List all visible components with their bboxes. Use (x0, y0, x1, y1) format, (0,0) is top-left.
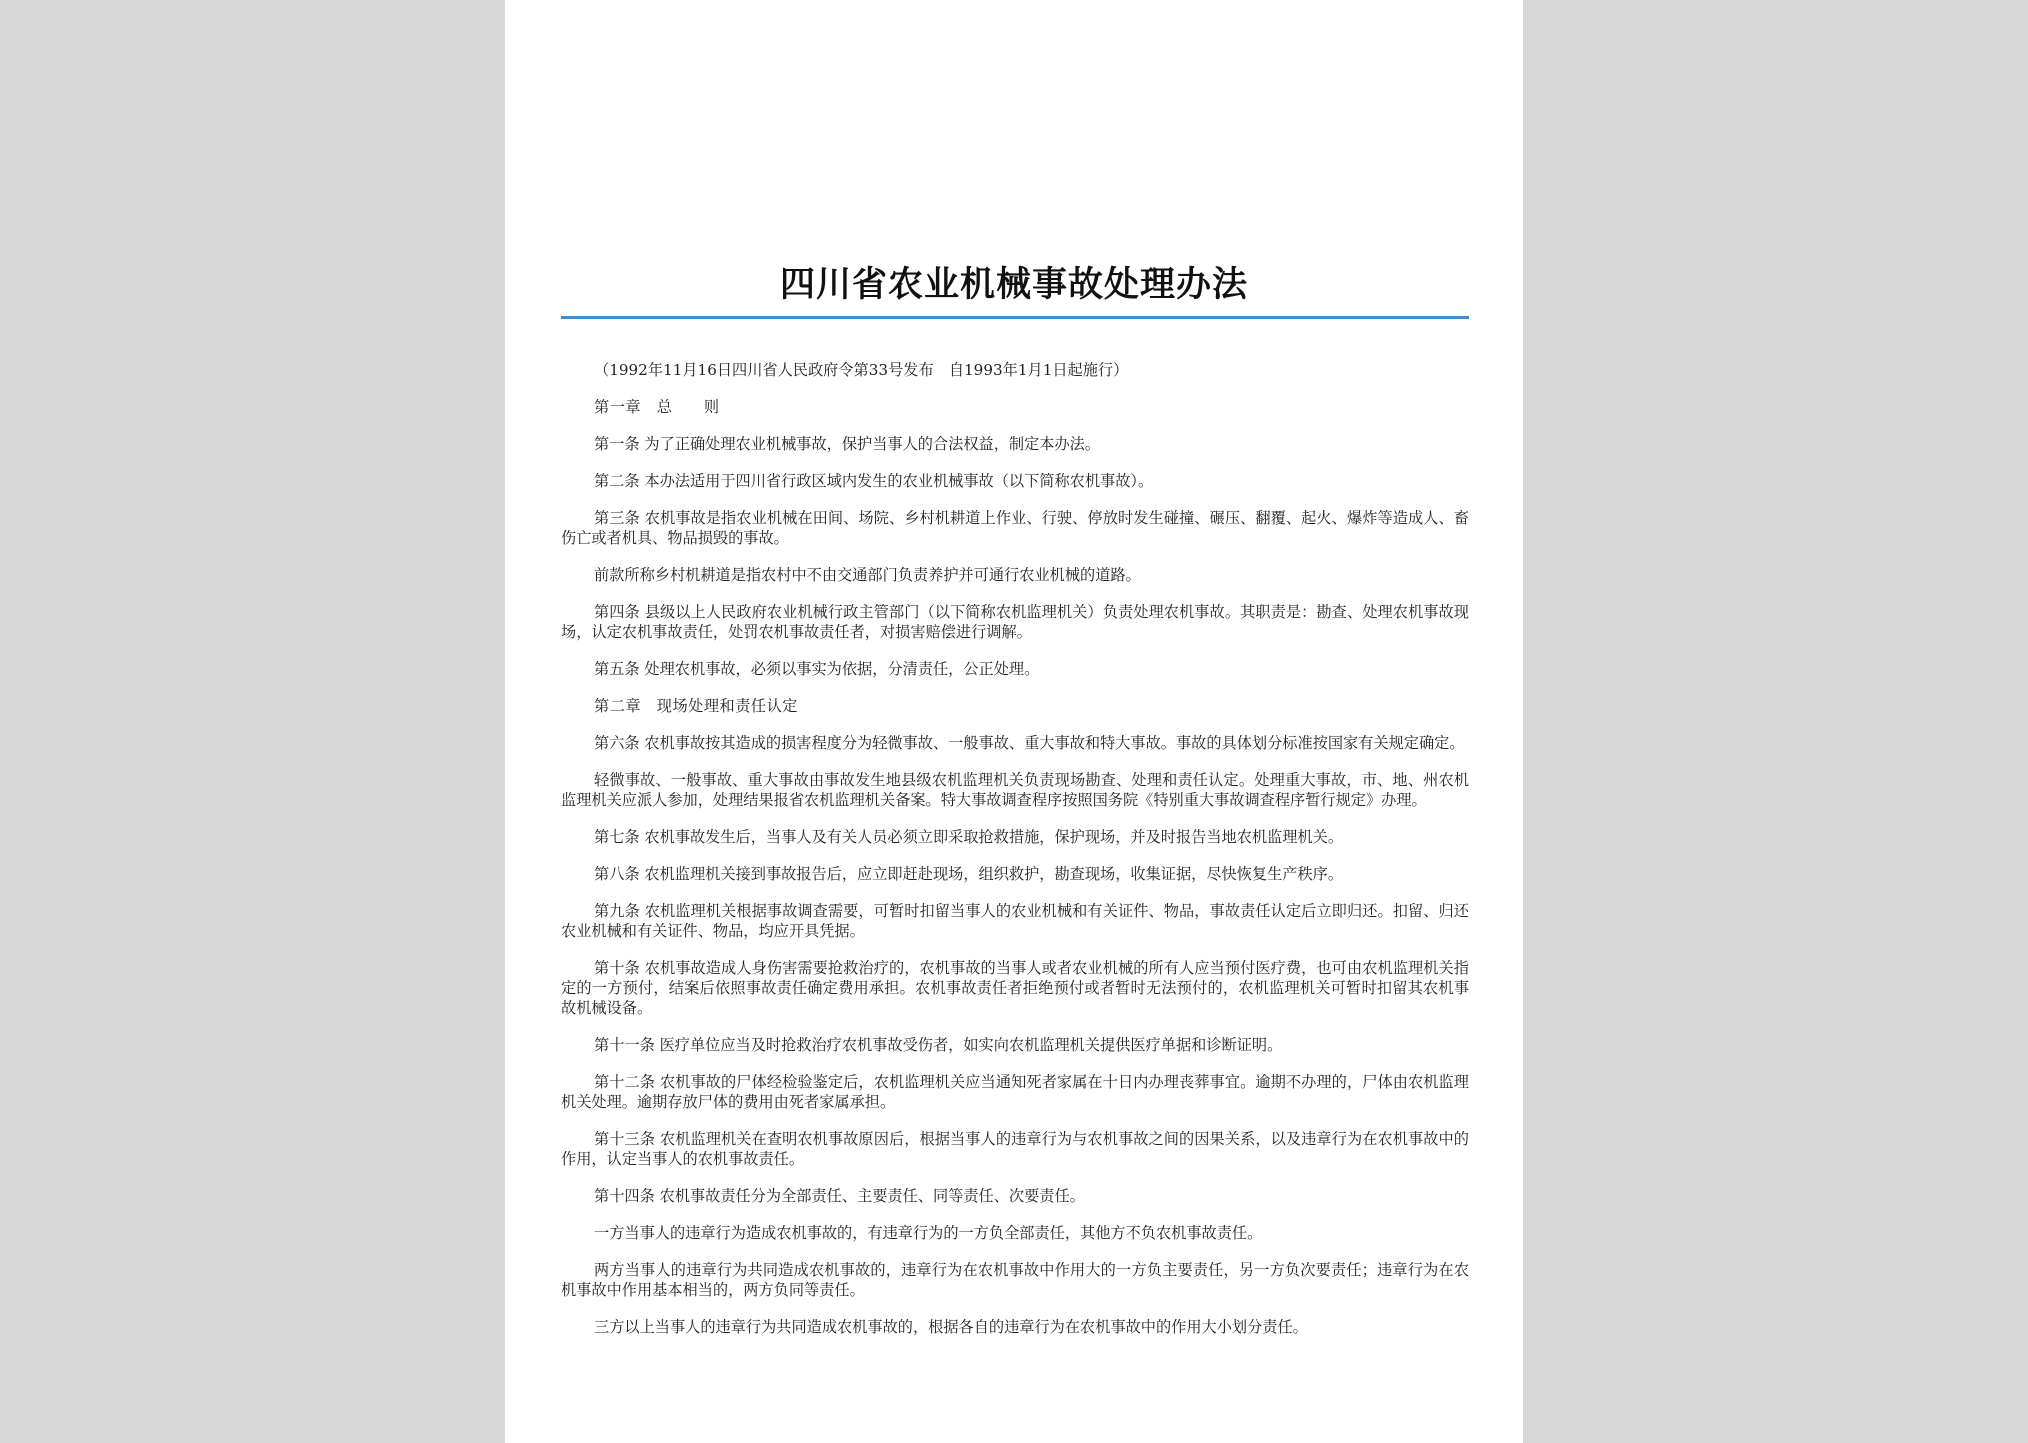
article-3-note: 前款所称乡村机耕道是指农村中不由交通部门负责养护并可通行农业机械的道路。 (594, 566, 1141, 584)
document-title: 四川省农业机械事故处理办法 (779, 264, 1248, 305)
article-2: 第二条 本办法适用于四川省行政区域内发生的农业机械事故（以下简称农机事故）。 (594, 472, 1154, 490)
article-8: 第八条 农机监理机关接到事故报告后，应立即赶赴现场，组织救护，勘查现场，收集证据，尽快恢复生产秩序。 (594, 865, 1344, 883)
article-6: 第六条 农机事故按其造成的损害程度分为轻微事故、一般事故、重大事故和特大事故。事故的具体划分标准按国家有关规定确定。 (594, 734, 1465, 752)
chapter-heading-1: 第一章 总 则 (594, 398, 720, 416)
article-13: 第十三条 农机监理机关在查明农机事故原因后，根据当事人的违章行为与农机事故之间的因果关系，以及违章行为在农机事故中的作用，认定当事人的农机事故责任。 (561, 1130, 1469, 1168)
title-divider (561, 316, 1469, 319)
article-14-clause-3: 三方以上当事人的违章行为共同造成农机事故的，根据各自的违章行为在农机事故中的作用大小划分责任。 (594, 1318, 1308, 1336)
article-5: 第五条 处理农机事故，必须以事实为依据，分清责任，公正处理。 (594, 660, 1040, 678)
article-7: 第七条 农机事故发生后，当事人及有关人员必须立即采取抢救措施，保护现场，并及时报告当地农机监理机关。 (594, 828, 1344, 846)
article-12: 第十二条 农机事故的尸体经检验鉴定后，农机监理机关应当通知死者家属在十日内办理丧葬事宜。逾期不办理的，尸体由农机监理机关处理。逾期存放尸体的费用由死者家属承担。 (561, 1073, 1469, 1111)
article-14-clause-2: 两方当事人的违章行为共同造成农机事故的，违章行为在农机事故中作用大的一方负主要责任，另一方负次要责任；违章行为在农机事故中作用基本相当的，两方负同等责任。 (561, 1261, 1469, 1299)
issuance-note: （1992年11月16日四川省人民政府令第33号发布 自1993年1月1日起施行） (594, 361, 1129, 379)
article-4: 第四条 县级以上人民政府农业机械行政主管部门（以下简称农机监理机关）负责处理农机事故。其职责是：勘查、处理农机事故现场，认定农机事故责任，处罚农机事故责任者，对损害赔偿进行调解。 (561, 603, 1469, 641)
article-14: 第十四条 农机事故责任分为全部责任、主要责任、同等责任、次要责任。 (594, 1187, 1085, 1205)
document-page (505, 0, 1523, 1443)
chapter-heading-2: 第二章 现场处理和责任认定 (594, 697, 798, 715)
article-9: 第九条 农机监理机关根据事故调查需要，可暂时扣留当事人的农业机械和有关证件、物品，事故责任认定后立即归还。扣留、归还农业机械和有关证件、物品，均应开具凭据。 (561, 902, 1469, 940)
article-6-detail: 轻微事故、一般事故、重大事故由事故发生地县级农机监理机关负责现场勘查、处理和责任认定。处理重大事故，市、地、州农机监理机关应派人参加，处理结果报省农机监理机关备案。特大事故调查程序按照国务院《特别重大事故调查程序暂行规定》办理。 (561, 771, 1469, 809)
article-10: 第十条 农机事故造成人身伤害需要抢救治疗的，农机事故的当事人或者农业机械的所有人应当预付医疗费，也可由农机监理机关指定的一方预付，结案后依照事故责任确定费用承担。农机事故责任者拒绝预付或者暂时无法预付的，农机监理机关可暂时扣留其农机事故机械设备。 (561, 959, 1469, 1017)
article-11: 第十一条 医疗单位应当及时抢救治疗农机事故受伤者，如实向农机监理机关提供医疗单据和诊断证明。 (594, 1036, 1283, 1054)
document-body (561, 360, 1469, 1354)
article-1: 第一条 为了正确处理农业机械事故，保护当事人的合法权益，制定本办法。 (594, 435, 1101, 453)
article-3: 第三条 农机事故是指农业机械在田间、场院、乡村机耕道上作业、行驶、停放时发生碰撞、碾压、翻覆、起火、爆炸等造成人、畜伤亡或者机具、物品损毁的事故。 (561, 509, 1469, 547)
article-14-clause-1: 一方当事人的违章行为造成农机事故的，有违章行为的一方负全部责任，其他方不负农机事故责任。 (594, 1224, 1263, 1242)
